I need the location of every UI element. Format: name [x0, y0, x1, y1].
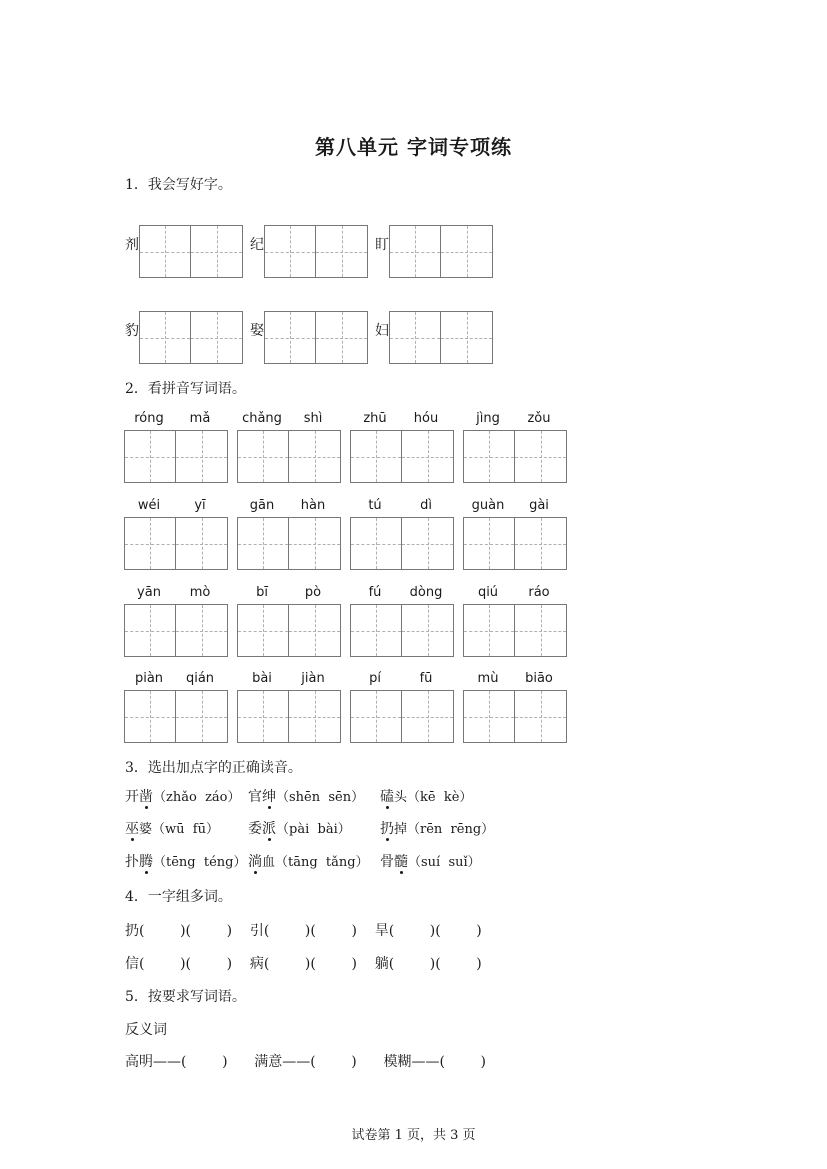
writing-cell[interactable]: [125, 518, 176, 569]
model-character: 纪: [250, 237, 264, 253]
reading-item[interactable]: [380, 851, 481, 871]
pinyin-label: pí: [369, 671, 381, 686]
item-options: 血（tāng tǎng）: [262, 855, 369, 870]
dotted-character: 派: [262, 818, 276, 838]
writing-cell[interactable]: [289, 691, 340, 742]
writing-cell[interactable]: [289, 518, 340, 569]
pinyin-label: fū: [419, 671, 433, 686]
tianzige-grid[interactable]: [389, 225, 493, 278]
reading-item[interactable]: [248, 851, 369, 871]
writing-cell[interactable]: [125, 605, 176, 656]
word-grid[interactable]: [124, 690, 228, 743]
model-character: 娶: [250, 323, 264, 339]
writing-cell[interactable]: [351, 518, 402, 569]
pinyin-label: chǎng: [242, 411, 282, 426]
pinyin-label: yī: [194, 498, 206, 513]
reading-item[interactable]: [248, 786, 364, 806]
writing-cell[interactable]: [351, 691, 402, 742]
q5-heading: 5．按要求写词语。: [125, 989, 246, 1005]
writing-cell[interactable]: [402, 605, 453, 656]
writing-cell[interactable]: [390, 312, 441, 363]
q5-antonym-line[interactable]: 高明——( ) 满意——( ) 模糊——( ): [125, 1054, 486, 1070]
pinyin-label: wéi: [137, 498, 161, 513]
item-prefix: 开: [125, 789, 139, 805]
pinyin-label: jiàn: [301, 671, 325, 686]
pinyin-label: mù: [477, 671, 499, 686]
writing-cell[interactable]: [140, 312, 191, 363]
word-grid[interactable]: [463, 517, 567, 570]
pinyin-label: pò: [304, 585, 322, 600]
item-prefix: 骨: [380, 854, 394, 870]
model-character: 妇: [375, 323, 389, 339]
writing-cell[interactable]: [191, 226, 242, 277]
word-grid[interactable]: [124, 604, 228, 657]
pinyin-label: guàn: [471, 498, 505, 513]
item-options: 婆（wū fū）: [139, 822, 219, 837]
word-grid[interactable]: [237, 604, 341, 657]
writing-cell[interactable]: [351, 605, 402, 656]
writing-cell[interactable]: [176, 431, 227, 482]
word-grid[interactable]: [237, 517, 341, 570]
word-grid[interactable]: [237, 430, 341, 483]
tianzige-grid[interactable]: [264, 311, 368, 364]
tianzige-grid[interactable]: [139, 311, 243, 364]
pinyin-label: bī: [256, 585, 268, 600]
dotted-character: 淌: [248, 851, 262, 871]
dotted-character: 凿: [139, 786, 153, 806]
model-character: 剂: [125, 237, 139, 253]
writing-cell[interactable]: [176, 691, 227, 742]
tianzige-grid[interactable]: [264, 225, 368, 278]
item-options: 掉（rēn rēng）: [394, 822, 495, 837]
writing-cell[interactable]: [464, 518, 515, 569]
writing-cell[interactable]: [402, 518, 453, 569]
writing-cell[interactable]: [515, 605, 566, 656]
word-grid[interactable]: [463, 690, 567, 743]
tianzige-grid[interactable]: [389, 311, 493, 364]
writing-cell[interactable]: [515, 431, 566, 482]
writing-cell[interactable]: [265, 312, 316, 363]
dotted-character: 巫: [125, 818, 139, 838]
q2-heading: 2．看拼音写词语。: [125, 381, 246, 397]
pinyin-label: gān: [249, 498, 275, 513]
dotted-character: 髓: [394, 851, 408, 871]
reading-item[interactable]: [248, 818, 351, 838]
pinyin-label: yān: [137, 585, 161, 600]
writing-cell[interactable]: [441, 226, 492, 277]
pinyin-label: qiú: [477, 585, 499, 600]
word-grid[interactable]: [124, 430, 228, 483]
dotted-character: 磕: [380, 786, 394, 806]
word-grid[interactable]: [237, 690, 341, 743]
pinyin-label: zhū: [363, 411, 387, 426]
pinyin-label: zǒu: [527, 411, 551, 426]
word-grid[interactable]: [350, 517, 454, 570]
writing-cell[interactable]: [515, 518, 566, 569]
writing-cell[interactable]: [238, 518, 289, 569]
q4-line-2[interactable]: 信( )( ) 病( )( ) 躺( )( ): [125, 956, 482, 972]
item-options: （shēn sēn）: [276, 790, 365, 805]
q4-heading: 4．一字组多词。: [125, 889, 232, 905]
item-options: （suí suǐ）: [408, 855, 481, 870]
dotted-character: 绅: [262, 786, 276, 806]
pinyin-label: fú: [368, 585, 382, 600]
pinyin-label: tú: [368, 498, 382, 513]
reading-item[interactable]: [125, 818, 219, 838]
writing-cell[interactable]: [515, 691, 566, 742]
pinyin-label: dòng: [409, 585, 443, 600]
word-grid[interactable]: [350, 430, 454, 483]
item-prefix: 官: [248, 789, 262, 805]
writing-cell[interactable]: [464, 431, 515, 482]
pinyin-label: hóu: [413, 411, 439, 426]
writing-cell[interactable]: [464, 691, 515, 742]
q5-subheading: 反义词: [125, 1022, 167, 1038]
item-options: （zhǎo záo）: [153, 790, 241, 805]
tianzige-grid[interactable]: [139, 225, 243, 278]
writing-cell[interactable]: [191, 312, 242, 363]
pinyin-label: shì: [303, 411, 323, 426]
item-prefix: 扑: [125, 854, 139, 870]
item-options: （tēng téng）: [153, 855, 247, 870]
page-title: 第八单元 字词专项练: [315, 135, 512, 159]
item-options: （pài bài）: [276, 822, 351, 837]
word-grid[interactable]: [350, 690, 454, 743]
word-grid[interactable]: [350, 604, 454, 657]
dotted-character: 扔: [380, 818, 394, 838]
word-grid[interactable]: [463, 604, 567, 657]
writing-cell[interactable]: [390, 226, 441, 277]
writing-cell[interactable]: [316, 226, 367, 277]
q3-heading: 3．选出加点字的正确读音。: [125, 760, 302, 776]
dotted-character: 腾: [139, 851, 153, 871]
writing-cell[interactable]: [238, 431, 289, 482]
writing-cell[interactable]: [402, 691, 453, 742]
q1-heading: 1．我会写好字。: [125, 177, 232, 193]
writing-cell[interactable]: [289, 605, 340, 656]
word-grid[interactable]: [124, 517, 228, 570]
writing-cell[interactable]: [238, 691, 289, 742]
writing-cell[interactable]: [125, 431, 176, 482]
pinyin-label: mǎ: [189, 411, 211, 426]
word-grid[interactable]: [463, 430, 567, 483]
pinyin-label: ráo: [528, 585, 550, 600]
reading-item[interactable]: [380, 786, 472, 806]
writing-cell[interactable]: [441, 312, 492, 363]
model-character: 盯: [375, 237, 389, 253]
pinyin-label: róng: [134, 411, 164, 426]
model-character: 豹: [125, 323, 139, 339]
writing-cell[interactable]: [238, 605, 289, 656]
pinyin-label: jìng: [476, 411, 500, 426]
pinyin-label: hàn: [300, 498, 326, 513]
page-footer: 试卷第 1 页，共 3 页: [351, 1128, 476, 1143]
writing-cell[interactable]: [316, 312, 367, 363]
item-prefix: 委: [248, 821, 262, 837]
reading-item[interactable]: [380, 818, 494, 838]
pinyin-label: biāo: [525, 671, 553, 686]
q4-line-1[interactable]: 扔( )( ) 引( )( ) 旱( )( ): [125, 923, 482, 939]
writing-cell[interactable]: [464, 605, 515, 656]
reading-item[interactable]: [125, 851, 247, 871]
writing-cell[interactable]: [402, 431, 453, 482]
reading-item[interactable]: [125, 786, 241, 806]
writing-cell[interactable]: [176, 605, 227, 656]
pinyin-label: bài: [252, 671, 272, 686]
writing-cell[interactable]: [265, 226, 316, 277]
pinyin-label: gài: [529, 498, 549, 513]
writing-cell[interactable]: [289, 431, 340, 482]
writing-cell[interactable]: [351, 431, 402, 482]
pinyin-label: piàn: [134, 671, 164, 686]
pinyin-label: mò: [189, 585, 211, 600]
item-options: 头（kē kè）: [394, 790, 473, 805]
pinyin-label: qián: [185, 671, 215, 686]
writing-cell[interactable]: [125, 691, 176, 742]
writing-cell[interactable]: [176, 518, 227, 569]
pinyin-label: dì: [420, 498, 432, 513]
writing-cell[interactable]: [140, 226, 191, 277]
